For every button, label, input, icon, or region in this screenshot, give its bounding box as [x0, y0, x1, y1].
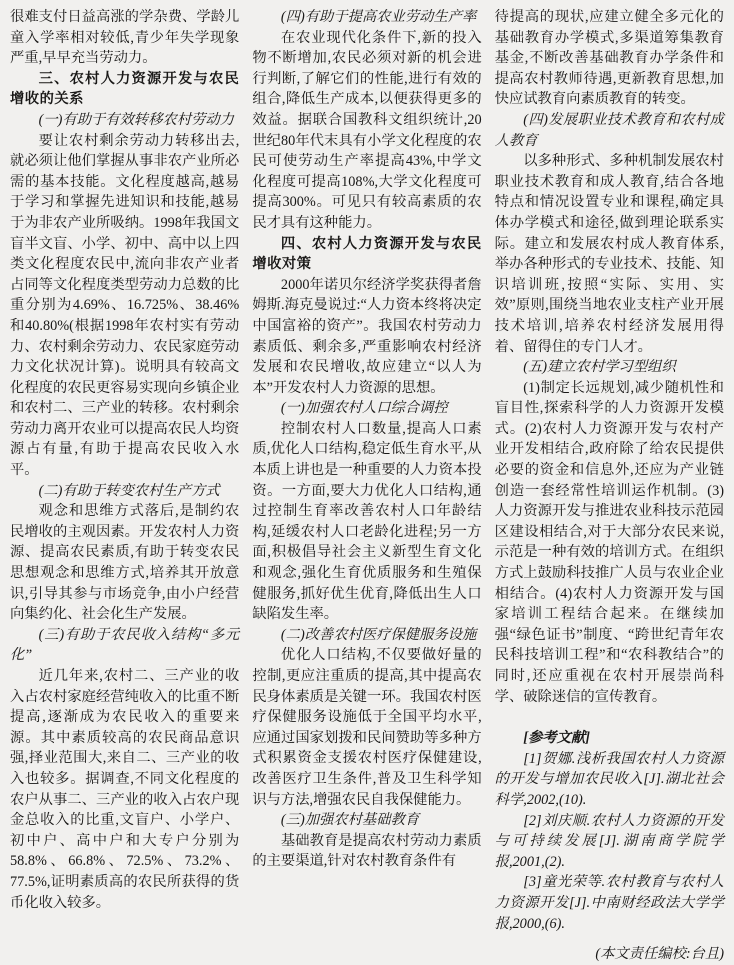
section-heading: 三、农村人力资源开发与农民增收的关系	[10, 70, 240, 108]
column-middle	[252, 7, 481, 931]
paragraph: 基础教育是提高农村劳动力素质的主要渠道,针对农村教育条件有	[252, 832, 482, 870]
sub-heading: (四)有助于提高农业劳动生产率	[280, 9, 477, 25]
sub-heading: (四)发展职业技术教育和农村成人教育	[494, 111, 724, 149]
column-left	[10, 7, 239, 931]
paragraph: 在农业现代化条件下,新的投入物不断增加,农民必须对新的机会进行判断,了解它们的性能,进行有效的组合,降低生产成本,以便获得更多的效益。据联合国教科文组织统计,20世纪80年代末具有小学文化程度的农民可使劳动生产率提高43%,中学文化程度可提高108%,大学文化程度可提高300%。可见只有较高素质的农民才具有这种能力。	[252, 29, 482, 231]
sub-heading: (三)加强农村基础教育	[280, 812, 420, 829]
editor-note: (本文责任编校:台且)	[595, 946, 724, 963]
paragraph: 优化人口结构,不仅要做好量的控制,更应注重质的提高,其中提高农民身体素质是关键一环。我国农村医疗保健服务设施低于全国平均水平,应通过国家划拨和民间赞助等多种方式积累资金支援农村医疗保健建设,改善医疗卫生条件,普及卫生科学知识与方法,增强农民自我保健能力。	[252, 647, 482, 808]
sub-heading: (三)有助于农民收入结构“多元化”	[10, 626, 240, 664]
sub-heading: (二)有助于转变农村生产方式	[38, 482, 220, 499]
column-right	[494, 7, 724, 963]
paragraph: 2000年诺贝尔经济学奖获得者詹姆斯.海克曼说过:“人力资本终将决定中国富裕的资产”。我国农村劳动力素质低、剩余多,严重影响农村经济发展和农民增收,故应建立“以人为本”开发农村人力资源的思想。	[252, 276, 482, 396]
reference-item: [2]刘庆顺.农村人力资源的开发与可持续发展[J].湖南商学院学报,2001,(2).	[494, 812, 724, 870]
sub-heading: (五)建立农村学习型组织	[523, 359, 676, 376]
paragraph: 观念和思维方式落后,是制约农民增收的主观因素。开发农村人力资源、提高农民素质,有助于转变农民思想观念和思维方式,培养其开放意识,引导其参与市场竞争,由小户经营向集约化、社会化生产发展。	[10, 503, 240, 623]
sub-heading: (一)加强农村人口综合调控	[280, 400, 448, 417]
paragraph: 控制农村人口数量,提高人口素质,优化人口结构,稳定低生育水平,从本质上讲也是一种重要的人力资本投资。一方面,要大力优化人口结构,通过控制生育率改善农村人口年龄结构,延缓农村人口老龄化进程;另一方面,积极倡导社会主义新型生育文化和观念,强化生育优质服务和生殖保健服务,抓好优生优育,降低出生人口缺陷发生率。	[252, 420, 482, 623]
paragraph-continuation: 待提高的现状,应建立健全多元化的基础教育办学模式,多渠道筹集教育基金,不断改善基础教育办学条件和提高农村教师待遇,更新教育思想,加快应试教育向素质教育的转变。	[494, 9, 724, 108]
paragraph: 以多种形式、多种机制发展农村职业技术教育和成人教育,结合各地特点和情况设置专业和课程,确定具体办学模式和途径,做到理论联系实际。建立和发展农村成人教育体系,举办各种形式的专业技术、技能、知识培训班,按照“实际、实用、实效”原则,围绕当地农业支柱产业开展技术培训,培养农村经济发展用得着、留得住的专门人才。	[494, 153, 724, 355]
reference-item: [1]贺娜.浅析我国农村人力资源的开发与增加农民收入[J].湖北社会科学,2002,(10).	[494, 750, 724, 808]
paragraph: 近几年来,农村二、三产业的收入占农村家庭经营纯收入的比重不断提高,逐渐成为农民收入的重要来源。其中素质较高的农民商品意识强,择业范围大,来自二、三产业的收入也较多。据调查,不同文化程度的农户从事二、三产业的收入占农户现金总收入的比重,文盲户、小学户、初中户、高中户和大专户分别为58.8%、66.8%、72.5%、73.2%、77.5%,证明素质高的农民所获得的货币化收入较多。	[10, 668, 240, 911]
paragraph-continuation: 很难支付日益高涨的学杂费、学龄儿童入学率相对较低,青少年失学现象严重,早早充当劳动力。	[10, 9, 240, 67]
reference-item: [3]童光荣等.农村教育与农村人力资源开发[J].中南财经政法大学学报,2000,(6).	[494, 874, 724, 932]
sub-heading: (一)有助于有效转移农村劳动力	[38, 111, 234, 128]
paragraph: (1)制定长远规划,减少随机性和盲目性,探索科学的人力资源开发模式。(2)农村人力资源开发与农村产业开发相结合,政府除了给农民提供必要的资金和信息外,还应为产业链创造一套经常性培训运作机制。(3)人力资源开发与推进农业科技示范园区建设相结合,对于大部分农民来说,示范是一种有效的培训方式。在组织方式上鼓励科技推广人员与农业企业相结合。(4)农村人力资源开发与国家培训工程结合起来。在继续加强“绿色证书”制度、“跨世纪青年农民科技培训工程”和“农科教结合”的同时,还应重视在农村开展崇尚科学、破除迷信的宣传教育。	[494, 379, 724, 705]
references-heading: [参考文献]	[523, 730, 590, 747]
section-heading: 四、农村人力资源开发与农民增收对策	[252, 235, 482, 273]
sub-heading: (二)改善农村医疗保健服务设施	[280, 626, 477, 643]
paragraph: 要让农村剩余劳动力转移出去,就必须让他们掌握从事非农产业所必需的基本技能。文化程度越高,越易于学习和掌握先进知识和技能,越易于为非农产业所吸纳。1998年我国文盲半文盲、小学、初中、高中以上四类文化程度农民中,流向非农产业者占同等文化程度类型劳动力总数的比重分别为4.69%、16.725%、38.46%和40.80%(根据1998年农村实有劳动力、农村剩余劳动力、农民家庭劳动力文化状况计算)。说明具有较高文化程度的农民更容易实现向乡镇企业和农村二、三产业的转移。农村剩余劳动力离开农业可以提高农民人均资源占有量,有助于提高农民收入水平。	[10, 132, 240, 479]
